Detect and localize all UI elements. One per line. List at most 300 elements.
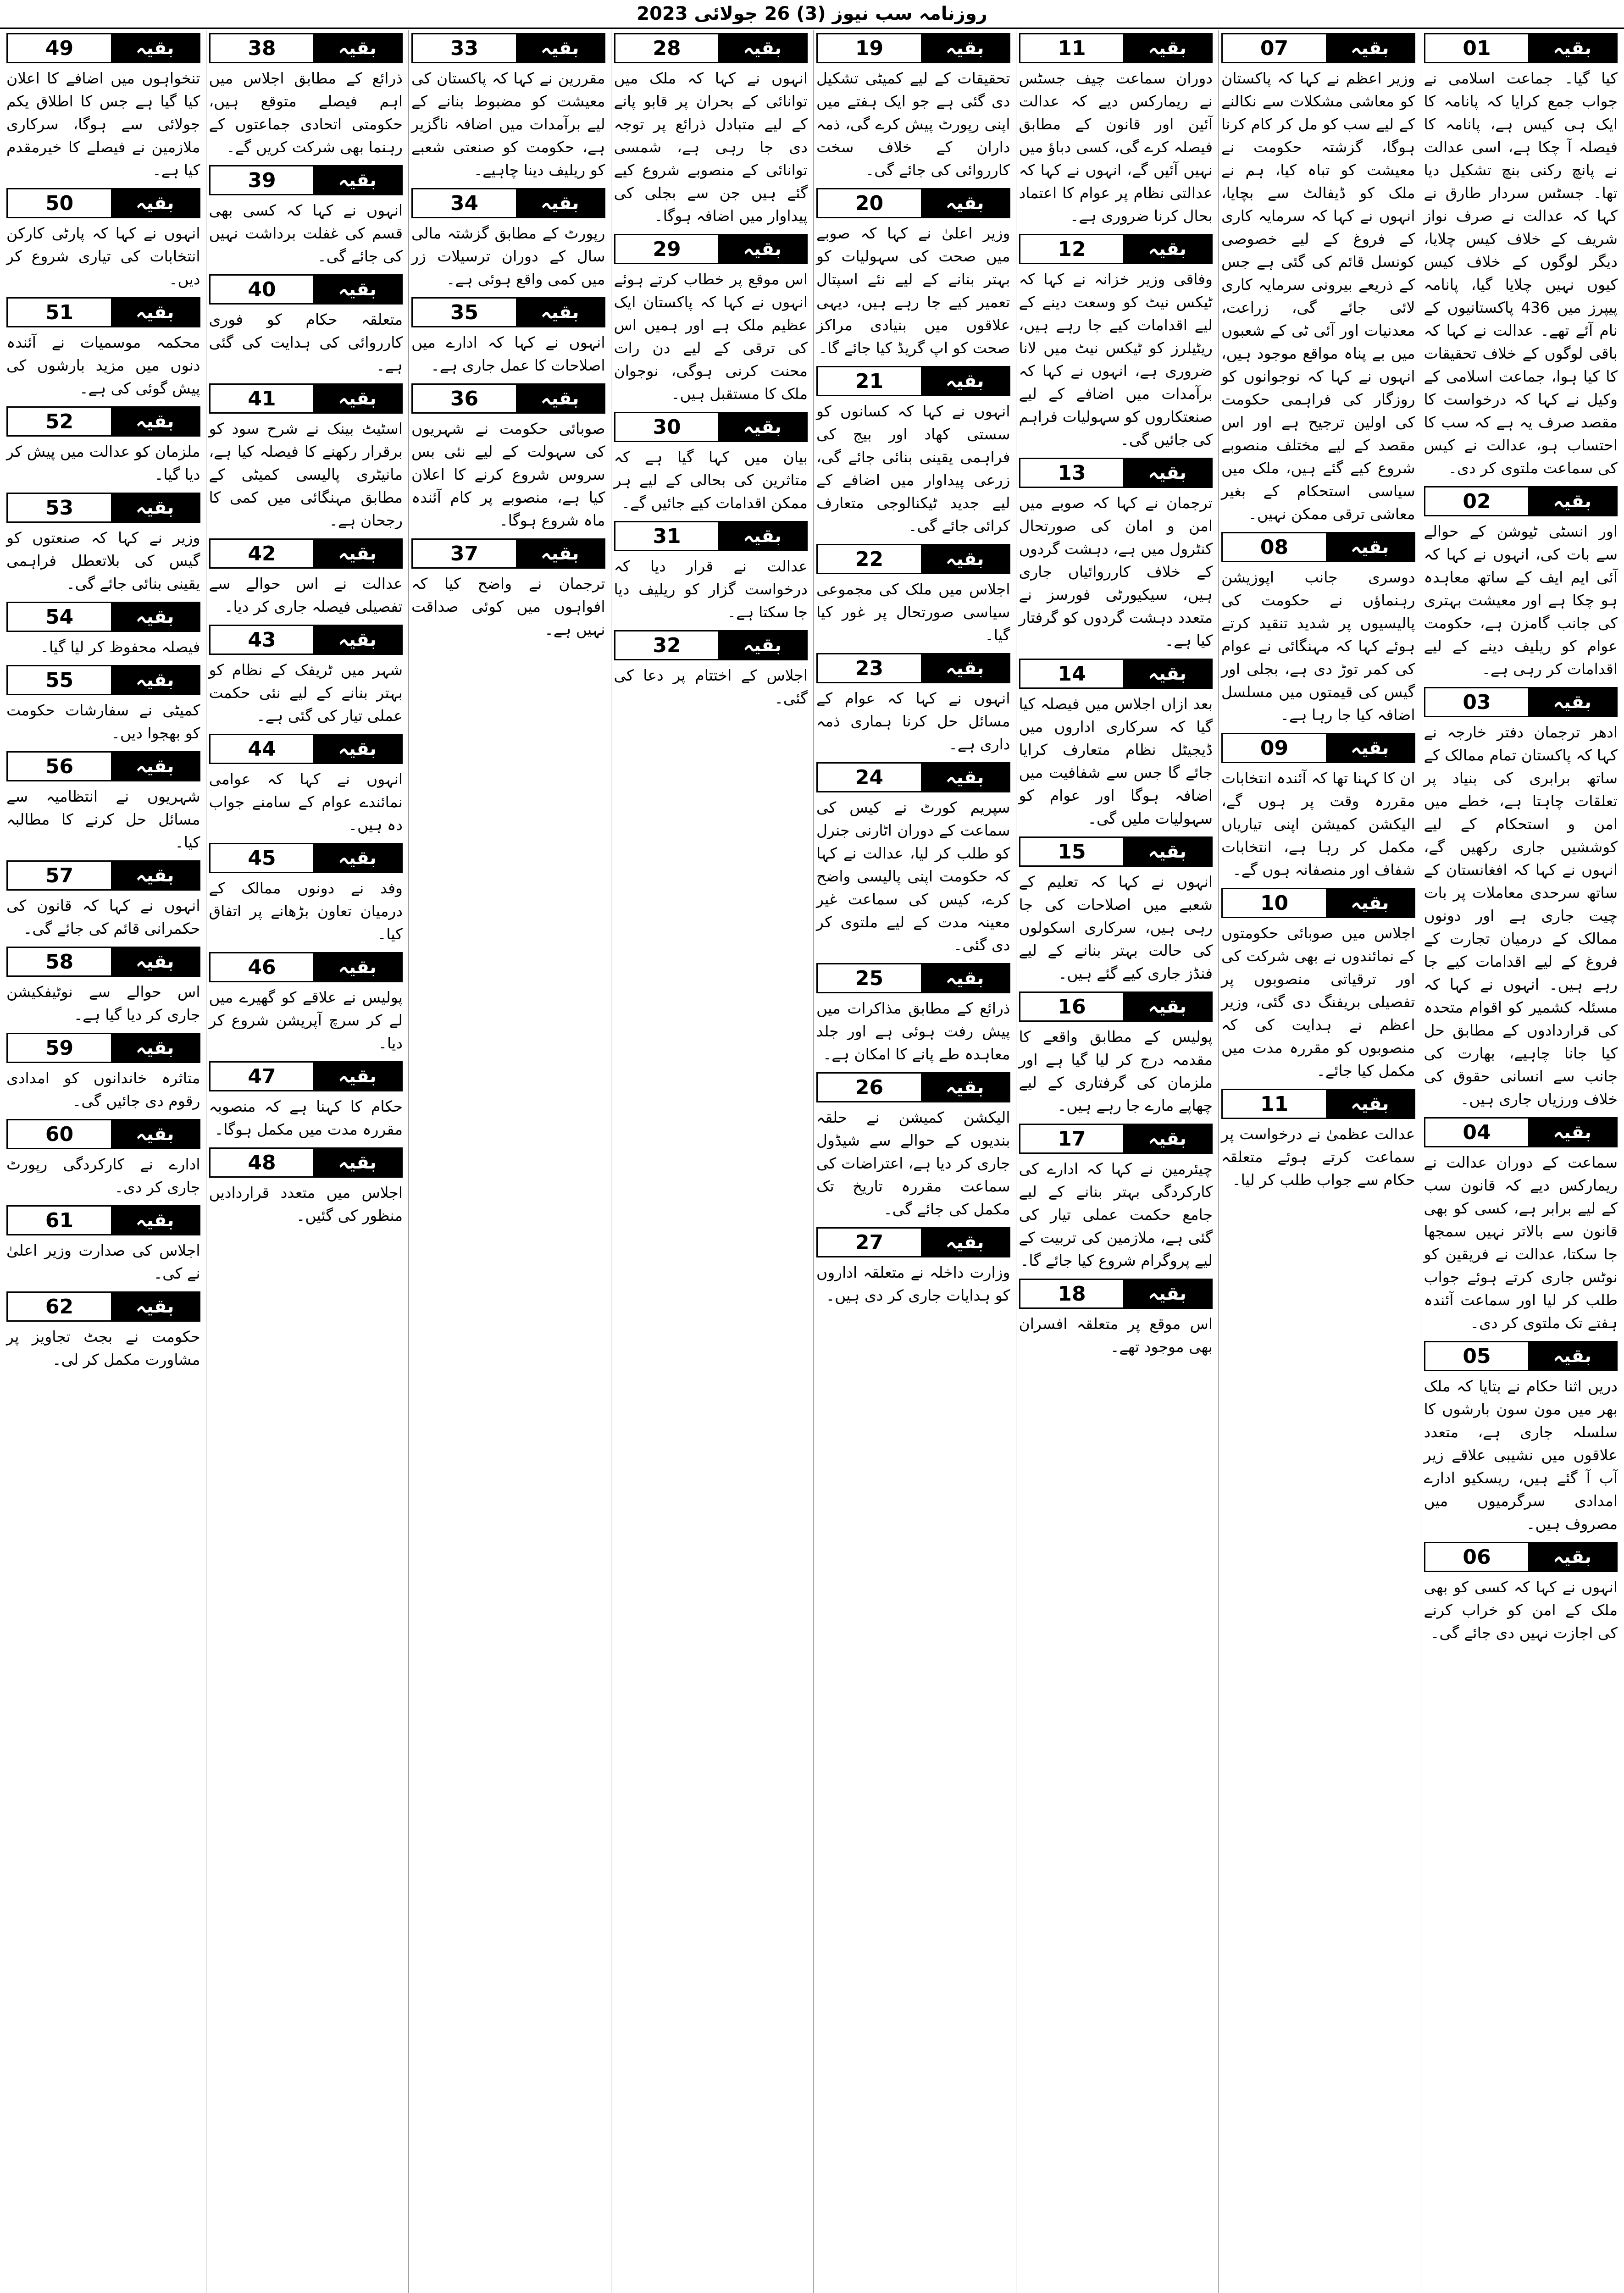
- continuation-block: [411, 33, 605, 182]
- continuation-badge: بقیہ: [313, 1063, 401, 1090]
- continuation-number: 31: [653, 524, 681, 548]
- continuation-header: [209, 383, 403, 414]
- continuation-block: [6, 297, 200, 400]
- continuation-header: [614, 630, 808, 660]
- continuation-block: [1424, 1117, 1618, 1335]
- continuation-header: [6, 947, 200, 977]
- continuation-badge: بقیہ: [921, 545, 1009, 573]
- continuation-text: انہوں نے کہا کہ کسی کو بھی ملک کے امن کو خراب کرنے کی اجازت نہیں دی جائے گی۔: [1424, 1578, 1618, 1642]
- continuation-number: 06: [1463, 1545, 1491, 1569]
- continuation-block: [209, 538, 403, 618]
- continuation-number: 41: [248, 387, 276, 410]
- continuation-text: وفد نے دونوں ممالک کے درمیان تعاون بڑھانے پر اتفاق کیا۔: [209, 879, 403, 943]
- continuation-badge: بقیہ: [1123, 34, 1211, 62]
- continuation-badge: بقیہ: [111, 408, 199, 435]
- continuation-number: 14: [1058, 662, 1086, 686]
- continuation-block: [1221, 733, 1415, 881]
- continuation-block: [209, 625, 403, 727]
- continuation-header: [1424, 1117, 1618, 1147]
- continuation-badge: بقیہ: [313, 276, 401, 303]
- continuation-header: [614, 412, 808, 442]
- continuation-badge: بقیہ: [1326, 533, 1414, 561]
- continuation-header: [1019, 458, 1213, 488]
- continuation-badge: بقیہ: [1326, 34, 1414, 62]
- continuation-header: [209, 952, 403, 982]
- continuation-block: [209, 1061, 403, 1141]
- continuation-number: 18: [1058, 1282, 1086, 1306]
- continuation-header: [6, 665, 200, 695]
- continuation-text: اس حوالے سے نوٹیفکیشن جاری کر دیا گیا ہے۔: [6, 983, 200, 1024]
- continuation-block: [816, 653, 1010, 756]
- continuation-number: 11: [1058, 36, 1086, 60]
- continuation-header: [816, 33, 1010, 63]
- continuation-block: [6, 1119, 200, 1199]
- continuation-header: [1019, 1279, 1213, 1309]
- continuation-header: [816, 366, 1010, 396]
- continuation-badge: بقیہ: [921, 1229, 1009, 1256]
- continuation-header: [209, 734, 403, 764]
- continuation-badge: بقیہ: [111, 1120, 199, 1148]
- continuation-number: 33: [450, 36, 479, 60]
- continuation-badge: بقیہ: [921, 189, 1009, 217]
- continuation-header: [411, 33, 605, 63]
- continuation-number: 01: [1463, 36, 1491, 60]
- continuation-number: 19: [855, 36, 884, 60]
- continuation-number: 28: [653, 36, 681, 60]
- continuation-header: [6, 1205, 200, 1235]
- continuation-text: سپریم کورٹ نے کیس کی سماعت کے دوران اٹارنی جنرل کو طلب کر لیا، عدالت نے کہا کہ حکومت اپنی پالیسی واضح کرے، کیس کی سماعت غیر معینہ مدت کے لیے ملتوی کر دی گئی۔: [816, 798, 1010, 954]
- continuation-text: صوبائی حکومت نے شہریوں کی سہولت کے لیے نئی بس سروس شروع کرنے کا اعلان کیا ہے، منصوبے پر کام آئندہ ماہ شروع ہوگا۔: [411, 420, 605, 529]
- continuation-header: [614, 234, 808, 264]
- continuation-number: 45: [248, 846, 276, 870]
- continuation-badge: بقیہ: [313, 1149, 401, 1176]
- continuation-number: 04: [1463, 1120, 1491, 1144]
- continuation-number: 52: [45, 410, 74, 433]
- continuation-block: [1019, 836, 1213, 985]
- continuation-header: [1019, 1124, 1213, 1154]
- continuation-header: [6, 1119, 200, 1149]
- continuation-header: [816, 188, 1010, 218]
- continuation-badge: بقیہ: [111, 189, 199, 217]
- continuation-badge: بقیہ: [111, 948, 199, 975]
- continuation-number: 10: [1260, 891, 1289, 915]
- continuation-badge: بقیہ: [1123, 660, 1211, 687]
- continuation-block: [1019, 1279, 1213, 1358]
- continuation-badge: بقیہ: [1123, 993, 1211, 1020]
- continuation-text: انہوں نے کہا کہ قانون کی حکمرانی قائم کی جائے گی۔: [6, 897, 200, 937]
- continuation-badge: بقیہ: [921, 367, 1009, 395]
- continuation-header: [6, 406, 200, 437]
- continuation-number: 27: [855, 1230, 884, 1254]
- continuation-number: 54: [45, 605, 74, 629]
- continuation-badge: بقیہ: [1326, 734, 1414, 762]
- continuation-block: [1019, 991, 1213, 1117]
- continuation-number: 02: [1463, 489, 1491, 513]
- continuation-block: [1424, 1341, 1618, 1535]
- continuation-text: وزیر نے کہا کہ صنعتوں کو گیس کی بلاتعطل فراہمی یقینی بنائی جائے گی۔: [6, 529, 200, 593]
- continuation-header: [209, 33, 403, 63]
- continuation-text: اجلاس کے اختتام پر دعا کی گئی۔: [614, 666, 808, 707]
- continuation-text: انہوں نے کہا کہ کسی بھی قسم کی غفلت برداشت نہیں کی جائے گی۔: [209, 201, 403, 265]
- continuation-header: [6, 751, 200, 781]
- continuation-text: حکام کا کہنا ہے کہ منصوبہ مقررہ مدت میں مکمل ہوگا۔: [209, 1097, 403, 1138]
- continuation-badge: بقیہ: [111, 1207, 199, 1234]
- continuation-number: 03: [1463, 690, 1491, 714]
- continuation-number: 38: [248, 36, 276, 60]
- continuation-header: [1019, 33, 1213, 63]
- column-8: [4, 30, 203, 2293]
- continuation-number: 62: [45, 1295, 74, 1318]
- column-6: [408, 30, 608, 2293]
- continuation-number: 42: [248, 542, 276, 565]
- continuation-block: [6, 493, 200, 595]
- continuation-header: [816, 963, 1010, 993]
- continuation-header: [209, 1147, 403, 1178]
- continuation-number: 32: [653, 633, 681, 657]
- continuation-text: فیصلہ محفوظ کر لیا گیا۔: [40, 638, 200, 656]
- continuation-text: انہوں نے کہا کہ پارٹی کارکن انتخابات کی تیاری شروع کر دیں۔: [6, 224, 200, 288]
- continuation-header: [1424, 1542, 1618, 1572]
- continuation-badge: بقیہ: [111, 1293, 199, 1320]
- continuation-badge: بقیہ: [111, 666, 199, 694]
- continuation-text: ترجمان نے واضح کیا کہ افواہوں میں کوئی صداقت نہیں ہے۔: [411, 575, 605, 638]
- continuation-block: [209, 952, 403, 1055]
- continuation-number: 11: [1260, 1092, 1289, 1116]
- continuation-text: اجلاس میں متعدد قراردادیں منظور کی گئیں۔: [209, 1184, 403, 1224]
- continuation-number: 55: [45, 668, 74, 692]
- continuation-badge: بقیہ: [313, 166, 401, 194]
- continuation-header: [6, 297, 200, 327]
- continuation-text: اجلاس میں صوبائی حکومتوں کے نمائندوں نے بھی شرکت کی اور ترقیاتی منصوبوں پر تفصیلی بریفنگ دی گئی، وزیر اعظم نے ہدایت کی کہ منصوبوں کو مقررہ مدت میں مکمل کیا جائے۔: [1221, 924, 1415, 1080]
- newspaper-page: [4, 30, 1620, 2293]
- continuation-text: دوسری جانب اپوزیشن رہنماؤں نے حکومت کی پالیسیوں پر شدید تنقید کرتے ہوئے کہا کہ مہنگائی نے عوام کی کمر توڑ دی ہے، بجلی اور گیس کی قیمتوں میں مسلسل اضافہ کیا جا رہا ہے۔: [1221, 568, 1415, 724]
- continuation-badge: بقیہ: [313, 844, 401, 872]
- continuation-text: ترجمان نے کہا کہ صوبے میں امن و امان کی صورتحال کنٹرول میں ہے، دہشت گردوں کے خلاف کارروائیاں جاری ہیں، سیکیورٹی فورسز نے متعدد دہشت گردوں کو گرفتار کیا ہے۔: [1019, 494, 1213, 649]
- continuation-badge: بقیہ: [516, 189, 604, 217]
- continuation-block: [1221, 532, 1415, 726]
- continuation-number: 22: [855, 547, 884, 571]
- continuation-text: الیکشن کمیشن نے حلقہ بندیوں کے حوالے سے شیڈول جاری کر دیا ہے، اعتراضات کی سماعت مقررہ تاریخ تک مکمل کی جائے گی۔: [816, 1108, 1010, 1218]
- continuation-header: [816, 1227, 1010, 1257]
- continuation-number: 59: [45, 1036, 74, 1060]
- continuation-text: کمیٹی نے سفارشات حکومت کو بھجوا دیں۔: [6, 701, 200, 742]
- continuation-badge: بقیہ: [313, 34, 401, 62]
- continuation-text: پولیس نے علاقے کو گھیرے میں لے کر سرچ آپریشن شروع کر دیا۔: [209, 988, 403, 1052]
- continuation-badge: بقیہ: [1528, 487, 1616, 515]
- continuation-badge: بقیہ: [921, 764, 1009, 791]
- continuation-badge: بقیہ: [1528, 688, 1616, 716]
- continuation-header: [6, 33, 200, 63]
- continuation-number: 35: [450, 300, 479, 324]
- continuation-number: 47: [248, 1064, 276, 1088]
- continuation-badge: بقیہ: [1326, 889, 1414, 917]
- continuation-text: وزیر اعلیٰ نے کہا کہ صوبے میں صحت کی سہولیات کو بہتر بنانے کے لیے نئے اسپتال تعمیر کیے جا رہے ہیں، دیہی علاقوں میں بنیادی مراکز صحت کو اپ گریڈ کیا جائے گا۔: [816, 224, 1010, 357]
- column-4: [813, 30, 1013, 2293]
- continuation-block: [6, 1291, 200, 1371]
- continuation-number: 25: [855, 966, 884, 990]
- continuation-text: اجلاس میں ملک کی مجموعی سیاسی صورتحال پر غور کیا گیا۔: [816, 580, 1010, 644]
- continuation-block: [6, 406, 200, 486]
- continuation-badge: بقیہ: [313, 540, 401, 567]
- continuation-badge: بقیہ: [313, 626, 401, 654]
- continuation-number: 48: [248, 1151, 276, 1174]
- continuation-text: ادھر ترجمان دفتر خارجہ نے کہا کہ پاکستان تمام ممالک کے ساتھ برابری کی بنیاد پر تعلقات چاہتا ہے، خطے میں امن و استحکام کے لیے کوششیں جاری رکھیں گے، انہوں نے کہا کہ افغانستان کے ساتھ سرحدی معاملات پر بات چیت جاری ہے اور دونوں ممالک کے درمیان تجارت کے فروغ کے لیے اقدامات کیے جا رہے ہیں۔ انہوں نے کہا کہ مسئلہ کشمیر کو اقوام متحدہ کی قراردادوں کے مطابق حل کیا جانا چاہیے، بھارت کی جانب سے انسانی حقوق کی خلاف ورزیاں جاری ہیں۔: [1424, 723, 1618, 1108]
- continuation-text: ذرائع کے مطابق مذاکرات میں پیش رفت ہوئی ہے اور جلد معاہدہ طے پانے کا امکان ہے۔: [816, 999, 1010, 1063]
- continuation-block: [6, 33, 200, 182]
- continuation-header: [1221, 33, 1415, 63]
- continuation-block: [209, 383, 403, 532]
- continuation-number: 53: [45, 496, 74, 520]
- continuation-text: دوران سماعت چیف جسٹس نے ریمارکس دیے کہ عدالت آئین اور قانون کے مطابق فیصلہ کرے گی، کسی دباؤ میں نہیں آئیں گے، انہوں نے کہا کہ عدالتی نظام پر عوام کا اعتماد بحال کرنا ضروری ہے۔: [1019, 69, 1213, 225]
- continuation-header: [816, 653, 1010, 683]
- continuation-badge: بقیہ: [516, 299, 604, 326]
- continuation-badge: بقیہ: [1123, 235, 1211, 263]
- continuation-number: 36: [450, 387, 479, 410]
- continuation-header: [209, 274, 403, 305]
- continuation-text: اجلاس کی صدارت وزیر اعلیٰ نے کی۔: [6, 1241, 200, 1282]
- continuation-text: اس موقع پر متعلقہ افسران بھی موجود تھے۔: [1019, 1315, 1213, 1356]
- continuation-header: [1221, 1089, 1415, 1119]
- continuation-text: انہوں نے کہا کہ ادارے میں اصلاحات کا عمل جاری ہے۔: [411, 333, 605, 374]
- continuation-badge: بقیہ: [111, 494, 199, 521]
- continuation-badge: بقیہ: [516, 34, 604, 62]
- continuation-block: [411, 383, 605, 532]
- continuation-text: انہوں نے کہا کہ عوامی نمائندے عوام کے سامنے جواب دہ ہیں۔: [209, 770, 403, 834]
- continuation-badge: بقیہ: [1528, 34, 1616, 62]
- continuation-badge: بقیہ: [718, 522, 806, 550]
- continuation-block: [816, 366, 1010, 537]
- continuation-number: 08: [1260, 535, 1289, 559]
- continuation-number: 60: [45, 1122, 74, 1146]
- continuation-header: [614, 521, 808, 551]
- continuation-header: [209, 843, 403, 873]
- continuation-number: 49: [45, 36, 74, 60]
- continuation-block: [1221, 888, 1415, 1082]
- continuation-number: 21: [855, 369, 884, 393]
- continuation-badge: بقیہ: [1123, 838, 1211, 865]
- continuation-text: پولیس کے مطابق واقعے کا مقدمہ درج کر لیا گیا ہے اور ملزمان کی گرفتاری کے لیے چھاپے مارے جا رہے ہیں۔: [1019, 1028, 1213, 1114]
- continuation-header: [6, 493, 200, 523]
- continuation-number: 50: [45, 191, 74, 215]
- continuation-header: [411, 188, 605, 218]
- continuation-text: شہر میں ٹریفک کے نظام کو بہتر بنانے کے لیے نئی حکمت عملی تیار کی گئی ہے۔: [209, 661, 403, 725]
- continuation-number: 40: [248, 277, 276, 301]
- continuation-block: [1424, 1542, 1618, 1645]
- continuation-badge: بقیہ: [111, 862, 199, 889]
- continuation-header: [411, 383, 605, 414]
- column-1: [1421, 30, 1621, 2293]
- continuation-header: [209, 538, 403, 569]
- continuation-text: اسٹیٹ بینک نے شرح سود کو برقرار رکھنے کا فیصلہ کیا ہے، مانیٹری پالیسی کمیٹی کے مطابق مہنگائی میں کمی کا رجحان ہے۔: [209, 420, 403, 529]
- continuation-text: بعد ازاں اجلاس میں فیصلہ کیا گیا کہ سرکاری اداروں میں ڈیجیٹل نظام متعارف کرایا جائے گا جس سے شفافیت میں اضافہ ہوگا اور عوام کو سہولیات ملیں گی۔: [1019, 695, 1213, 827]
- continuation-number: 07: [1260, 36, 1289, 60]
- continuation-block: [1019, 1124, 1213, 1272]
- continuation-text: چیئرمین نے کہا کہ ادارے کی کارکردگی بہتر بنانے کے لیے جامع حکمت عملی تیار کی گئی ہے، ملازمین کی تربیت کے لیے پروگرام شروع کیا جائے گا۔: [1019, 1160, 1213, 1269]
- continuation-block: [1221, 33, 1415, 526]
- continuation-number: 37: [450, 542, 479, 565]
- continuation-block: [6, 1205, 200, 1285]
- continuation-header: [6, 1291, 200, 1322]
- continuation-number: 26: [855, 1075, 884, 1099]
- continuation-header: [1424, 1341, 1618, 1371]
- continuation-block: [1424, 687, 1618, 1111]
- continuation-badge: بقیہ: [921, 964, 1009, 992]
- continuation-number: 13: [1058, 461, 1086, 485]
- page-masthead: روزنامہ سب نیوز (3) 26 جولائی 2023: [0, 0, 1624, 29]
- continuation-block: [1019, 234, 1213, 451]
- continuation-number: 58: [45, 950, 74, 974]
- continuation-badge: بقیہ: [111, 603, 199, 631]
- continuation-block: [209, 33, 403, 159]
- continuation-badge: بقیہ: [1326, 1090, 1414, 1118]
- continuation-number: 23: [855, 656, 884, 680]
- continuation-number: 61: [45, 1208, 74, 1232]
- continuation-header: [816, 544, 1010, 574]
- continuation-text: تحقیقات کے لیے کمیٹی تشکیل دی گئی ہے جو ایک ہفتے میں اپنی رپورٹ پیش کرے گی، ذمہ داران کے خلاف سخت کارروائی کی جائے گی۔: [816, 69, 1010, 179]
- continuation-text: تنخواہوں میں اضافے کا اعلان کیا گیا ہے جس کا اطلاق یکم جولائی سے ہوگا، سرکاری ملازمین نے فیصلے کا خیرمقدم کیا ہے۔: [6, 69, 200, 179]
- continuation-badge: بقیہ: [111, 753, 199, 780]
- continuation-text: متاثرہ خاندانوں کو امدادی رقوم دی جائیں گی۔: [6, 1069, 200, 1110]
- continuation-text: شہریوں نے انتظامیہ سے مسائل حل کرنے کا مطالبہ کیا۔: [6, 787, 200, 851]
- continuation-header: [1221, 532, 1415, 562]
- continuation-text: ان کا کہنا تھا کہ آئندہ انتخابات مقررہ وقت پر ہوں گے، الیکشن کمیشن اپنی تیاریاں مکمل کر رہا ہے، انتخابات شفاف اور منصفانہ ہوں گے۔: [1221, 769, 1415, 879]
- continuation-number: 05: [1463, 1344, 1491, 1368]
- continuation-text: انہوں نے کہا کہ تعلیم کے شعبے میں اصلاحات کی جا رہی ہیں، سرکاری اسکولوں کی حالت بہتر بنانے کے لیے فنڈز جاری کیے گئے ہیں۔: [1019, 873, 1213, 982]
- continuation-badge: بقیہ: [1123, 1125, 1211, 1152]
- continuation-badge: بقیہ: [921, 34, 1009, 62]
- column-2: [1218, 30, 1418, 2293]
- continuation-block: [411, 297, 605, 377]
- continuation-block: [816, 762, 1010, 957]
- continuation-block: [209, 843, 403, 946]
- continuation-text: وزیر اعظم نے کہا کہ پاکستان کو معاشی مشکلات سے نکالنے کے لیے سب کو مل کر کام کرنا ہوگا، گزشتہ حکومت نے معیشت کو تباہ کیا، ہم نے ملک کو ڈیفالٹ سے بچایا، انہوں نے کہا کہ سرمایہ کاری کے فروغ کے لیے خصوصی کونسل قائم کی گئی ہے جس کے ذریعے بیرونی سرمایہ کاری لائی جائے گی، زراعت، معدنیات اور آئی ٹی کے شعبوں میں بے پناہ مواقع موجود ہیں، انہوں نے کہا کہ نوجوانوں کو روزگار کی فراہمی حکومت کی اولین ترجیح ہے اور اس مقصد کے لیے مختلف منصوبے شروع کیے گئے ہیں، ملک میں سیاسی استحکام کے بغیر معاشی ترقی ممکن نہیں۔: [1221, 69, 1415, 523]
- continuation-block: [614, 412, 808, 515]
- continuation-number: 46: [248, 955, 276, 979]
- continuation-text: ملزمان کو عدالت میں پیش کر دیا گیا۔: [6, 443, 200, 483]
- continuation-block: [209, 274, 403, 377]
- continuation-block: [6, 602, 200, 659]
- continuation-block: [6, 188, 200, 291]
- continuation-block: [614, 33, 808, 227]
- continuation-block: [816, 1227, 1010, 1307]
- continuation-block: [816, 1072, 1010, 1221]
- continuation-block: [6, 665, 200, 745]
- continuation-number: 44: [248, 737, 276, 761]
- column-3: [1016, 30, 1216, 2293]
- continuation-number: 30: [653, 415, 681, 439]
- continuation-header: [1019, 659, 1213, 689]
- continuation-badge: بقیہ: [111, 1034, 199, 1062]
- continuation-text: انہوں نے کہا کہ کسانوں کو سستی کھاد اور بیج کی فراہمی یقینی بنائی جائے گی، زرعی پیداوار میں اضافے کے لیے جدید ٹیکنالوجی متعارف کرائی جائے گی۔: [816, 402, 1010, 535]
- continuation-badge: بقیہ: [718, 631, 806, 659]
- continuation-block: [614, 630, 808, 710]
- continuation-header: [1019, 836, 1213, 867]
- continuation-text: عدالت نے قرار دیا کہ درخواست گزار کو ریلیف دیا جا سکتا ہے۔: [614, 557, 808, 621]
- continuation-text: دریں اثنا حکام نے بتایا کہ ملک بھر میں مون سون بارشوں کا سلسلہ جاری ہے، متعدد علاقوں میں نشیبی علاقے زیر آب آ گئے ہیں، ریسکیو ادارے امدادی سرگرمیوں میں مصروف ہیں۔: [1424, 1377, 1618, 1533]
- continuation-text: متعلقہ حکام کو فوری کارروائی کی ہدایت کی گئی ہے۔: [209, 310, 403, 374]
- continuation-block: [816, 33, 1010, 182]
- continuation-badge: بقیہ: [313, 953, 401, 981]
- continuation-block: [6, 860, 200, 940]
- continuation-number: 09: [1260, 736, 1289, 760]
- continuation-header: [816, 762, 1010, 792]
- continuation-number: 15: [1058, 840, 1086, 864]
- continuation-badge: بقیہ: [1528, 1342, 1616, 1370]
- continuation-badge: بقیہ: [1528, 1119, 1616, 1146]
- continuation-text: مقررین نے کہا کہ پاکستان کی معیشت کو مضبوط بنانے کے لیے برآمدات میں اضافہ ناگزیر ہے، حکومت کو صنعتی شعبے کو ریلیف دینا چاہیے۔: [411, 69, 605, 179]
- continuation-block: [6, 1033, 200, 1113]
- continuation-number: 12: [1058, 237, 1086, 261]
- continuation-text: کیا گیا۔ جماعت اسلامی نے جواب جمع کرایا کہ پانامہ کا ایک ہی کیس ہے، پانامہ کا فیصلہ آ چکا ہے، اسی عدالت نے پانچ رکنی بنچ تشکیل دیا تھا۔ جسٹس سردار طارق نے کہا کہ عدالت نے صرف نواز شریف کے خلاف کیس چلایا، دیگر لوگوں کے خلاف کیس کیوں نہیں چلایا گیا، پانامہ پیپرز میں 436 پاکستانیوں کے نام آئے تھے۔ عدالت نے کہا کہ باقی لوگوں کے خلاف تحقیقات کا کیا ہوا، جماعت اسلامی کے وکیل نے کہا کہ درخواست کا مقصد صرف یہ ہے کہ سب کا احتساب ہو، عدالت نے کیس کی سماعت ملتوی کر دی۔: [1424, 69, 1618, 477]
- continuation-header: [6, 602, 200, 632]
- continuation-text: ذرائع کے مطابق اجلاس میں اہم فیصلے متوقع ہیں، حکومتی اتحادی جماعتوں کے رہنما بھی شرکت کریں گے۔: [209, 69, 403, 156]
- column-5: [611, 30, 811, 2293]
- continuation-header: [1221, 733, 1415, 763]
- continuation-text: وفاقی وزیر خزانہ نے کہا کہ ٹیکس نیٹ کو وسعت دینے کے لیے اقدامات کیے جا رہے ہیں، ریٹیلرز کو ٹیکس نیٹ میں لانا ضروری ہے، انہوں نے کہا کہ برآمدات میں اضافے کے لیے صنعتکاروں کو سہولیات فراہم کی جائیں گی۔: [1019, 270, 1213, 449]
- continuation-badge: بقیہ: [921, 654, 1009, 682]
- continuation-number: 17: [1058, 1127, 1086, 1151]
- continuation-header: [1424, 33, 1618, 63]
- continuation-number: 16: [1058, 995, 1086, 1019]
- continuation-badge: بقیہ: [111, 299, 199, 326]
- continuation-block: [816, 544, 1010, 647]
- continuation-badge: بقیہ: [111, 34, 199, 62]
- continuation-header: [614, 33, 808, 63]
- continuation-badge: بقیہ: [313, 735, 401, 763]
- continuation-badge: بقیہ: [1123, 1280, 1211, 1307]
- continuation-badge: بقیہ: [516, 385, 604, 412]
- continuation-block: [209, 1147, 403, 1227]
- continuation-header: [209, 165, 403, 195]
- continuation-badge: بقیہ: [718, 235, 806, 263]
- continuation-text: سماعت کے دوران عدالت نے ریمارکس دیے کہ قانون سب کے لیے برابر ہے، کسی کو بھی قانون سے بالاتر نہیں سمجھا جا سکتا، عدالت نے فریقین کو نوٹس جاری کرتے ہوئے جواب طلب کر لیا اور سماعت آئندہ ہفتے تک ملتوی کر دی۔: [1424, 1153, 1618, 1332]
- continuation-header: [1424, 486, 1618, 516]
- continuation-text: بیان میں کہا گیا ہے کہ متاثرین کی بحالی کے لیے ہر ممکن اقدامات کیے جائیں گے۔: [614, 448, 808, 512]
- continuation-header: [411, 538, 605, 569]
- continuation-header: [209, 625, 403, 655]
- continuation-badge: بقیہ: [1123, 459, 1211, 487]
- continuation-text: عدالت نے اس حوالے سے تفصیلی فیصلہ جاری کر دیا۔: [209, 575, 403, 615]
- continuation-header: [1019, 991, 1213, 1022]
- continuation-header: [209, 1061, 403, 1091]
- continuation-header: [1019, 234, 1213, 264]
- continuation-block: [1424, 33, 1618, 480]
- continuation-text: انہوں نے کہا کہ عوام کے مسائل حل کرنا ہماری ذمہ داری ہے۔: [816, 689, 1010, 753]
- continuation-block: [614, 521, 808, 624]
- continuation-badge: بقیہ: [313, 385, 401, 412]
- continuation-badge: بقیہ: [718, 34, 806, 62]
- continuation-block: [816, 188, 1010, 360]
- continuation-badge: بقیہ: [921, 1074, 1009, 1101]
- continuation-number: 34: [450, 191, 479, 215]
- continuation-block: [614, 234, 808, 405]
- continuation-header: [6, 1033, 200, 1063]
- continuation-number: 57: [45, 864, 74, 887]
- continuation-number: 43: [248, 628, 276, 652]
- continuation-block: [1019, 659, 1213, 830]
- continuation-block: [411, 188, 605, 291]
- continuation-header: [6, 860, 200, 891]
- continuation-block: [209, 165, 403, 268]
- continuation-badge: بقیہ: [718, 413, 806, 441]
- continuation-header: [1221, 888, 1415, 918]
- continuation-text: اس موقع پر خطاب کرتے ہوئے انہوں نے کہا کہ پاکستان ایک عظیم ملک ہے اور ہمیں اس کی ترقی کے لیے دن رات محنت کرنی ہوگی، نوجوان ملک کا مستقبل ہیں۔: [614, 270, 808, 403]
- continuation-text: حکومت نے بجٹ تجاویز پر مشاورت مکمل کر لی۔: [6, 1328, 200, 1368]
- continuation-number: 39: [248, 168, 276, 192]
- continuation-block: [1221, 1089, 1415, 1191]
- continuation-text: وزارت داخلہ نے متعلقہ اداروں کو ہدایات جاری کر دی ہیں۔: [816, 1263, 1010, 1304]
- column-7: [206, 30, 406, 2293]
